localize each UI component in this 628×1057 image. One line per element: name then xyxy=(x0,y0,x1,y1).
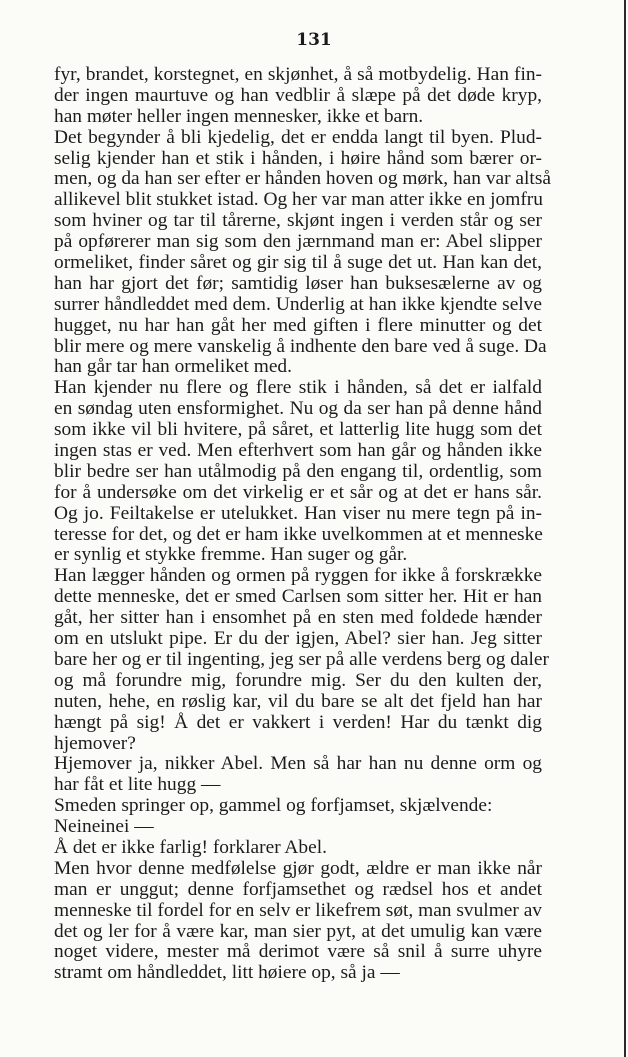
text-line: Og jo. Feiltakelse er utelukket. Han viser nu mere tegn på in- xyxy=(54,502,542,524)
text-line: han går tar han ormeliket med. xyxy=(54,356,292,378)
text-line: Men hvor denne medfølelse gjør godt, ældre er man ikke når xyxy=(54,857,542,879)
text-line: gåt, her sitter han i ensomhet på en sten med foldede hænder xyxy=(54,607,542,629)
text-line: Smeden springer op, gammel og forfjamset, skjælvende: xyxy=(54,795,493,817)
text-line: der ingen maurtuve og han vedblir å slæpe på det døde kryp, xyxy=(54,84,542,106)
text-line: for å undersøke om det virkelig er et sår og at det er hans sår. xyxy=(54,481,542,503)
text-line: hængt på sig! Å det er vakkert i verden! Har du tænkt dig xyxy=(54,711,542,733)
text-line: allikevel blit stukket istad. Og her var man atter ikke en jomfru xyxy=(54,189,543,211)
text-line: Å det er ikke farlig! forklarer Abel. xyxy=(54,836,327,858)
text-line: om en utslukt pipe. Er du der igjen, Abel? sier han. Jeg sitter xyxy=(54,628,542,650)
text-line: ormeliket, finder såret og gir sig til å suge det ut. Han kan det, xyxy=(54,252,542,274)
text-line: dette menneske, det er smed Carlsen som sitter her. Hit er han xyxy=(54,586,542,608)
text-line: har fåt et lite hugg — xyxy=(54,774,221,796)
text-line: en søndag uten ensformighet. Nu og da ser han på denne hånd xyxy=(54,398,542,420)
text-line: og må forundre mig, forundre mig. Ser du den kulten der, xyxy=(54,669,542,691)
text-line: bare her og er til ingenting, jeg ser på alle verdens berg og daler xyxy=(54,648,549,670)
text-line: Hjemover ja, nikker Abel. Men så har han nu denne orm og xyxy=(54,753,542,775)
text-line: blir bedre ser han utålmodig på den engang til, ordentlig, som xyxy=(54,460,542,482)
text-line: Han kjender nu flere og flere stik i hånden, så det er ialfald xyxy=(54,377,542,399)
text-line: noget videre, mester må derimot være så snil å surre uhyre xyxy=(54,941,542,963)
text-line: stramt om håndleddet, litt høiere op, så ja — xyxy=(54,962,400,984)
text-line: hugget, nu har han gåt her med giften i flere minutter og det xyxy=(54,314,542,336)
text-line: det og ler for å være kar, man sier pyt, at det umulig kan være xyxy=(54,920,542,942)
text-line: som hviner og tar til tårerne, skjønt ingen i verden står og ser xyxy=(54,210,542,232)
text-line: teresse for det, og det er ham ikke uvelkommen at et menneske xyxy=(54,523,543,545)
text-line: Han lægger hånden og ormen på ryggen for ikke å forskrække xyxy=(54,565,542,587)
text-line: men, og da han ser efter er hånden hoven og mørk, han var altså xyxy=(54,168,551,190)
page-number: 131 xyxy=(296,30,332,50)
text-line: Det begynder å bli kjedelig, det er endda langt til byen. Plud- xyxy=(54,126,542,148)
text-line: man er unggut; denne forfjamsethet og rædsel hos et andet xyxy=(54,878,542,900)
text-line: surrer håndleddet med dem. Underlig at han ikke kjendte selve xyxy=(54,293,542,315)
page-edge xyxy=(624,0,626,1057)
text-line: nuten, hehe, en røslig kar, vil du bare se alt det fjeld han har xyxy=(54,690,542,712)
text-line: han møter heller ingen mennesker, ikke et barn. xyxy=(54,105,424,127)
text-line: Neineinei — xyxy=(54,816,154,838)
text-line: blir mere og mere vanskelig å indhente den bare ved å suge. Da xyxy=(54,335,547,357)
body-text xyxy=(54,64,551,984)
text-line: er synlig et stykke fremme. Han suger og går. xyxy=(54,544,408,566)
text-line: fyr, brandet, korstegnet, en skjønhet, å så motbydelig. Han fin- xyxy=(54,64,542,85)
text-line: menneske til fordel for en selv er likefrem søt, man svulmer av xyxy=(54,899,542,921)
text-line: på opførerer man sig som den jærnmand man er: Abel slipper xyxy=(54,231,542,253)
text-line: som ikke vil bli hvitere, på såret, et latterlig lite hugg som det xyxy=(54,419,542,441)
text-line: hjemover? xyxy=(54,732,136,754)
text-line: ingen stas er ved. Men efterhvert som han går og hånden ikke xyxy=(54,440,542,462)
text-line: han har gjort det før; samtidig løser han buksesælerne av og xyxy=(54,272,542,294)
text-line: selig kjender han et stik i hånden, i høire hånd som bærer or- xyxy=(54,147,542,169)
